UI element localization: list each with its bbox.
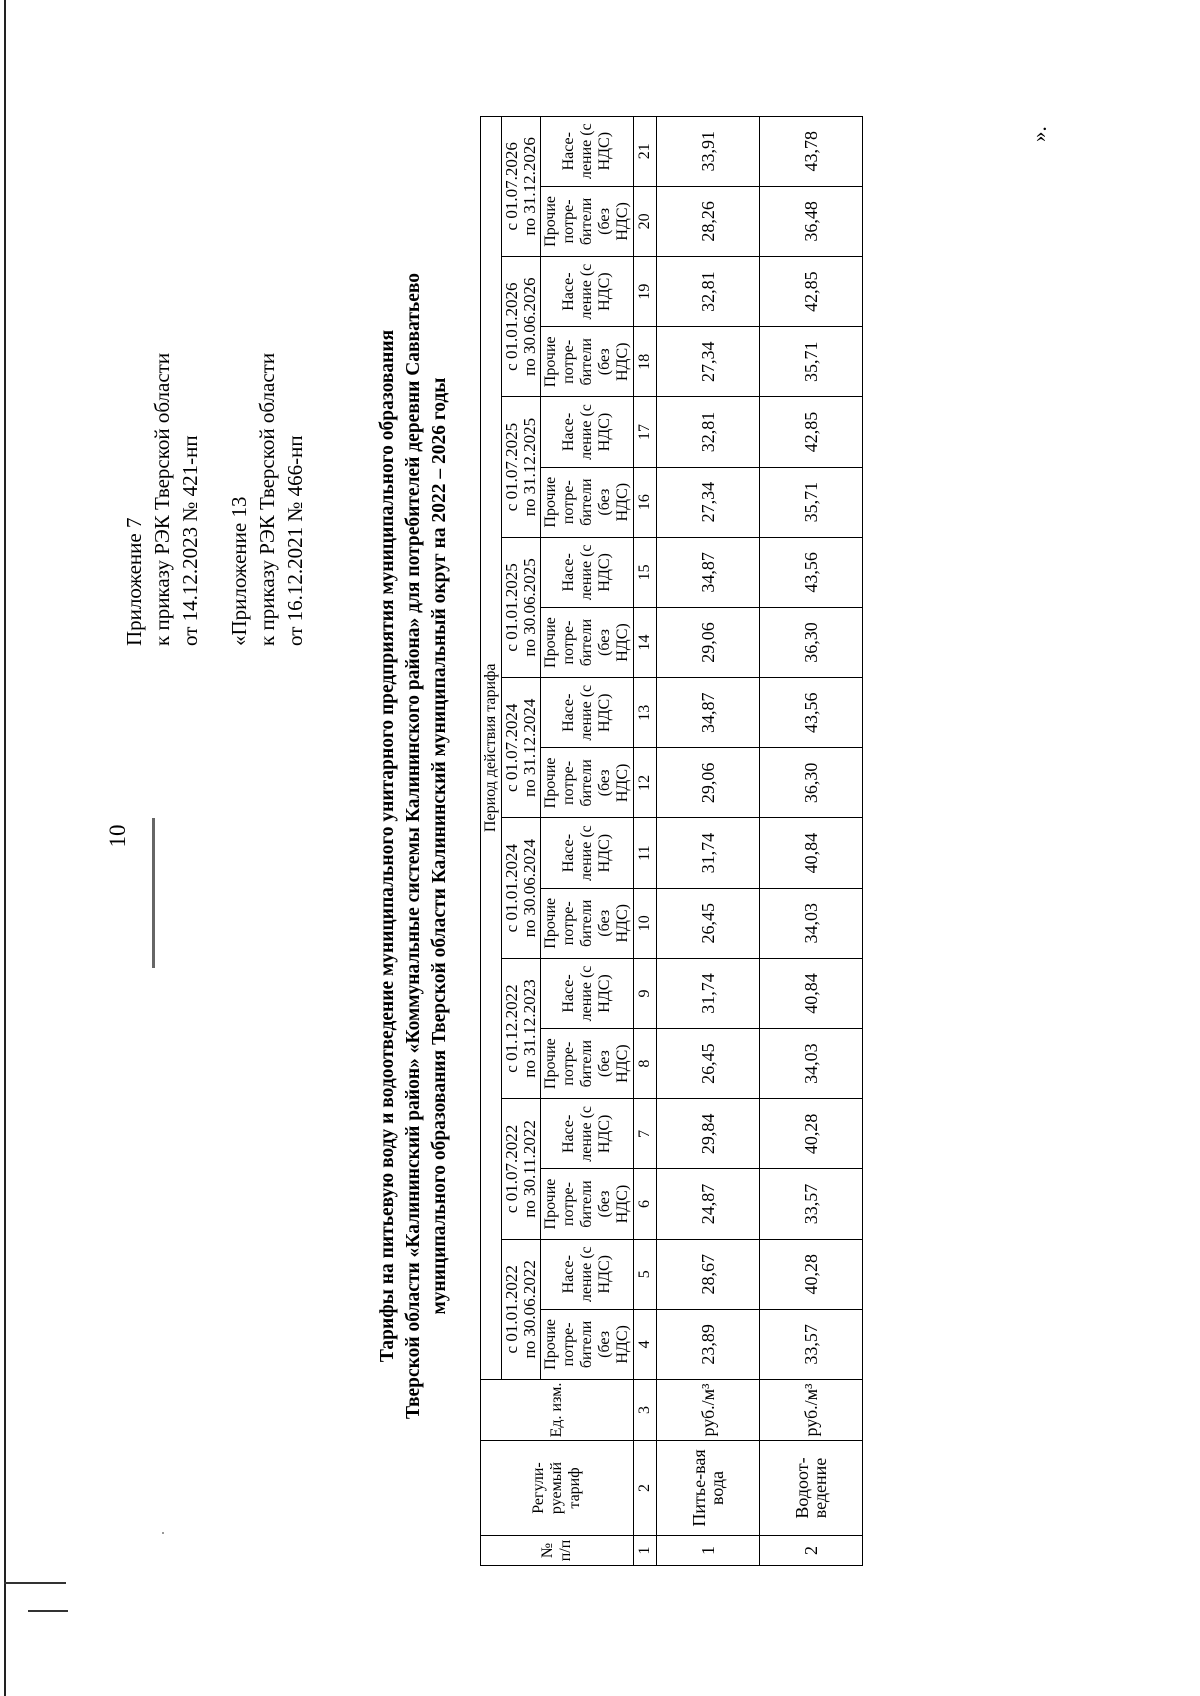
binder-tick-mark [28, 1610, 68, 1612]
tariff-value: 31,74 [657, 818, 760, 888]
population-header: Насе-ление (с НДС) [541, 818, 634, 888]
title-line: Тверской области «Калининский район» «Коммунальные системы Калининского района» для потребителей деревни Савватьево [403, 272, 424, 1420]
appendix-line: «Приложение 13 [227, 496, 251, 646]
tariff-value: 36,48 [760, 186, 863, 256]
row-number: 2 [760, 1536, 863, 1566]
other-consumers-header: Прочие потре-бители (без НДС) [541, 467, 634, 537]
column-number: 13 [634, 678, 657, 748]
tariff-value: 23,89 [657, 1309, 760, 1379]
title-line: муниципального образования Тверской области Калининский муниципальный округ на 2022 – 2026 годы [429, 377, 450, 1315]
appendix-line: от 14.12.2023 № 421-нп [178, 435, 202, 646]
tariff-value: 35,71 [760, 327, 863, 397]
header-row-groups [541, 116, 634, 1565]
previous-appendix-header [225, 353, 309, 646]
column-number: 6 [634, 1169, 657, 1239]
other-consumers-header: Прочие потре-бители (без НДС) [541, 1169, 634, 1239]
tariff-value: 40,84 [760, 818, 863, 888]
period-from: с 01.01.2022 [502, 1265, 521, 1354]
tariff-value: 34,03 [760, 1029, 863, 1099]
tariff-value: 27,34 [657, 467, 760, 537]
row-unit: руб./м³ [760, 1380, 863, 1441]
tariff-value: 42,85 [760, 257, 863, 327]
tariff-value: 26,45 [657, 1029, 760, 1099]
tariff-value: 34,87 [657, 678, 760, 748]
other-consumers-header: Прочие потре-бители (без НДС) [541, 1029, 634, 1099]
tariff-value: 24,87 [657, 1169, 760, 1239]
tariff-value: 36,30 [760, 607, 863, 677]
tariff-value: 36,30 [760, 748, 863, 818]
period-from: с 01.07.2024 [502, 703, 521, 792]
tariff-value: 33,57 [760, 1309, 863, 1379]
closing-quote-mark: ». [1027, 126, 1051, 142]
population-header: Насе-ление (с НДС) [541, 257, 634, 327]
population-header: Насе-ление (с НДС) [541, 958, 634, 1028]
binder-edge-line [4, 0, 6, 1696]
tariff-value: 28,26 [657, 186, 760, 256]
column-number: 11 [634, 818, 657, 888]
column-number: 4 [634, 1309, 657, 1379]
period-to: по 30.06.2026 [520, 277, 539, 376]
period-from: с 01.01.2024 [502, 844, 521, 933]
period-from: с 01.01.2025 [502, 563, 521, 652]
population-header: Насе-ление (с НДС) [541, 1099, 634, 1169]
population-header: Насе-ление (с НДС) [541, 116, 634, 186]
column-number: 12 [634, 748, 657, 818]
tariff-value: 40,84 [760, 958, 863, 1028]
period-to: по 31.12.2024 [520, 698, 539, 797]
column-number: 3 [634, 1380, 657, 1441]
column-number: 2 [634, 1441, 657, 1536]
table-row [657, 116, 760, 1565]
column-number: 19 [634, 257, 657, 327]
period-to: по 31.12.2026 [520, 137, 539, 236]
column-number: 8 [634, 1029, 657, 1099]
page-number: 10 [105, 824, 130, 848]
tariff-value: 34,03 [760, 888, 863, 958]
row-tariff-name: Водоот-ведение [760, 1441, 863, 1536]
other-consumers-header: Прочие потре-бители (без НДС) [541, 888, 634, 958]
population-header: Насе-ление (с НДС) [541, 678, 634, 748]
document-title [375, 106, 453, 1586]
column-number: 14 [634, 607, 657, 677]
other-consumers-header: Прочие потре-бители (без НДС) [541, 186, 634, 256]
period-header [502, 537, 541, 677]
appendix-line: Приложение 7 [122, 517, 146, 646]
tariff-value: 34,87 [657, 537, 760, 607]
tariff-value: 33,57 [760, 1169, 863, 1239]
title-line: Тарифы на питьевую воду и водоотведение муниципального унитарного предприятия муниципального образования [377, 329, 398, 1363]
header-tariff: Регули-руемый тариф [481, 1441, 634, 1536]
header-period: Период действия тарифа [481, 116, 502, 1379]
row-number: 1 [657, 1536, 760, 1566]
tariff-value: 40,28 [760, 1099, 863, 1169]
tariff-value: 31,74 [657, 958, 760, 1028]
other-consumers-header: Прочие потре-бители (без НДС) [541, 607, 634, 677]
tariff-value: 43,78 [760, 116, 863, 186]
period-from: с 01.07.2022 [502, 1124, 521, 1214]
population-header: Насе-ление (с НДС) [541, 397, 634, 467]
tariff-value: 32,81 [657, 397, 760, 467]
tariff-value: 29,06 [657, 748, 760, 818]
column-number: 9 [634, 958, 657, 1028]
column-number: 17 [634, 397, 657, 467]
period-from: с 01.07.2025 [502, 422, 521, 512]
tariff-value: 42,85 [760, 397, 863, 467]
header-unit: Ед. изм. [481, 1380, 634, 1441]
period-from: с 01.12.2022 [502, 984, 521, 1073]
period-to: по 31.12.2025 [520, 417, 539, 517]
header-row [481, 116, 502, 1565]
tariff-value: 29,06 [657, 607, 760, 677]
period-to: по 30.11.2022 [520, 1120, 539, 1218]
period-header [502, 397, 541, 537]
period-to: по 31.12.2023 [520, 979, 539, 1078]
other-consumers-header: Прочие потре-бители (без НДС) [541, 748, 634, 818]
other-consumers-header: Прочие потре-бители (без НДС) [541, 327, 634, 397]
table-row [760, 116, 863, 1565]
row-tariff-name: Питье-вая вода [657, 1441, 760, 1536]
population-header: Насе-ление (с НДС) [541, 537, 634, 607]
tariff-value: 32,81 [657, 257, 760, 327]
column-number: 16 [634, 467, 657, 537]
tariff-value: 28,67 [657, 1239, 760, 1309]
appendix-line: от 16.12.2021 № 466-нп [283, 435, 307, 646]
tariff-value: 43,56 [760, 678, 863, 748]
column-number-row [634, 116, 657, 1565]
rotated-document-page [75, 86, 1125, 1606]
period-header [502, 116, 541, 256]
column-number: 18 [634, 327, 657, 397]
period-header [502, 678, 541, 818]
row-unit: руб./м³ [657, 1380, 760, 1441]
period-to: по 30.06.2022 [520, 1260, 539, 1359]
period-header [502, 818, 541, 958]
period-header [502, 1239, 541, 1379]
period-from: с 01.07.2026 [502, 142, 521, 231]
tariff-value: 43,56 [760, 537, 863, 607]
tariff-table [480, 116, 863, 1566]
binder-tick-mark [4, 1582, 66, 1584]
tariff-value: 29,84 [657, 1099, 760, 1169]
column-number: 15 [634, 537, 657, 607]
column-number: 10 [634, 888, 657, 958]
appendix-line: к приказу РЭК Тверской области [255, 352, 279, 646]
period-to: по 30.06.2025 [520, 558, 539, 657]
tariff-value: 27,34 [657, 327, 760, 397]
header-num: № п/п [481, 1536, 634, 1566]
tariff-value: 33,91 [657, 116, 760, 186]
period-to: по 30.06.2024 [520, 839, 539, 938]
period-header [502, 257, 541, 397]
column-number: 21 [634, 116, 657, 186]
period-from: с 01.01.2026 [502, 282, 521, 371]
other-consumers-header: Прочие потре-бители (без НДС) [541, 1309, 634, 1379]
tariff-value: 26,45 [657, 888, 760, 958]
column-number: 5 [634, 1239, 657, 1309]
column-number: 20 [634, 186, 657, 256]
header-row-periods [502, 116, 541, 1565]
period-header [502, 1099, 541, 1239]
column-number: 1 [634, 1536, 657, 1566]
population-header: Насе-ление (с НДС) [541, 1239, 634, 1309]
period-header [502, 958, 541, 1098]
tariff-value: 40,28 [760, 1239, 863, 1309]
column-number: 7 [634, 1099, 657, 1169]
appendix-line: к приказу РЭК Тверской области [150, 352, 174, 646]
appendix-header [120, 353, 204, 646]
tariff-value: 35,71 [760, 467, 863, 537]
